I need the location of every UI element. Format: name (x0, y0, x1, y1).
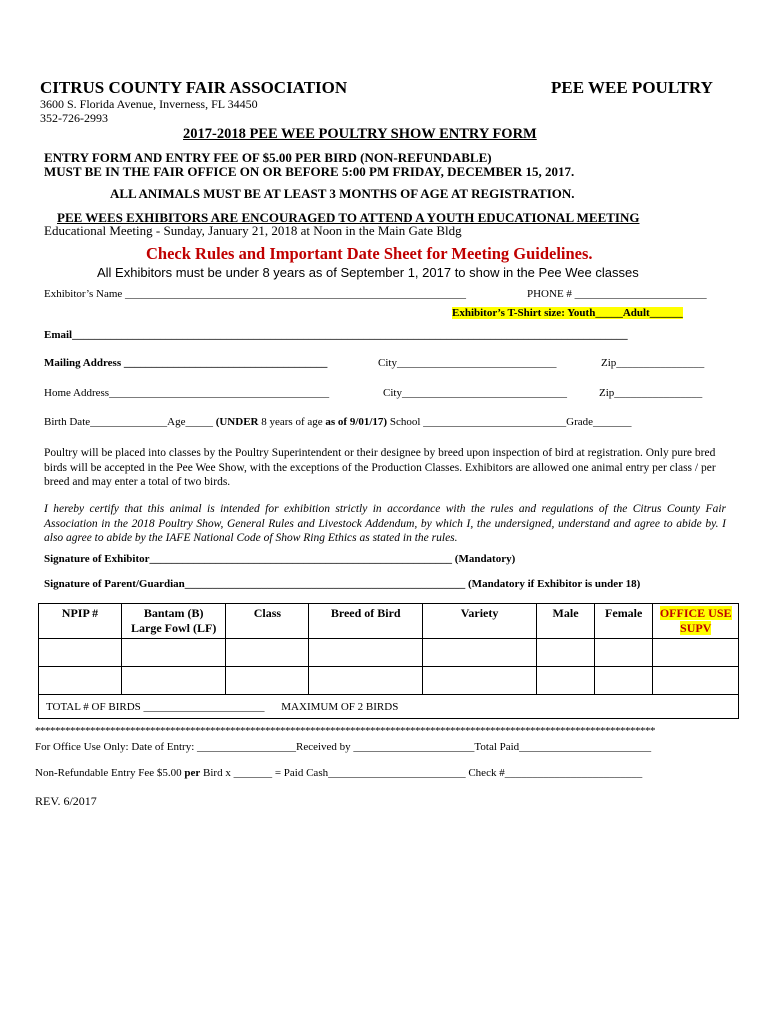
section-title: PEE WEE POULTRY (551, 78, 713, 97)
home-address-field[interactable]: Home Address________________________________________ (44, 387, 330, 399)
birth-date-row[interactable] (44, 416, 632, 428)
header-class: Class (226, 604, 309, 639)
parent-signature-field[interactable]: Signature of Parent/Guardian___________________________________________________ (Mandatory if Exhibitor is under 18) (44, 578, 641, 590)
certification-paragraph: I hereby certify that this animal is intended for exhibition strictly in accordance with the rules and regulations of the Citrus County Fair Association in the 2018 Poultry Show, General Rules and Livestock Addendum, by which I, the undersigned, understand and agree to abide by. I also agree to abide by the IAFE National Code of Show Ring Ethics as stated in the rules. (44, 503, 726, 544)
birds-entry-table (38, 603, 739, 719)
under-middle: 8 years of age (258, 416, 326, 428)
exhibitor-signature-field[interactable]: Signature of Exhibitor_______________________________________________________ (Mandatory) (44, 553, 516, 565)
header-office-use (653, 604, 739, 639)
office-use-label: OFFICE USE SUPV (659, 606, 732, 635)
placement-paragraph: Poultry will be placed into classes by the Poultry Superintendent or their designee by breed upon inspection of bird at registration. Only pure bred birds will be accepted in the Pee Wee Show, with the exceptions of the Production Classes. Exhibitors are allowed one animal entry per class / per breed and may enter a total of two birds. (44, 447, 716, 488)
birth-date-age-field[interactable]: Birth Date______________Age_____ (44, 416, 213, 428)
office-entry-line: For Office Use Only: Date of Entry: __________________Received by ______________________Total Paid________________________ (35, 741, 652, 753)
header-bantam-large-fowl: Bantam (B) Large Fowl (LF) (121, 604, 226, 639)
revision-label: REV. 6/2017 (35, 794, 97, 808)
table-total-row (39, 695, 739, 719)
phone-field[interactable]: PHONE # ________________________ (527, 288, 707, 300)
header-variety: Variety (423, 604, 537, 639)
divider-line: **************************************************************************************************************************** (35, 725, 655, 737)
header-breed: Breed of Bird (309, 604, 423, 639)
office-fee-line: Non-Refundable Entry Fee $5.00 per Bird x _______ = Paid Cash_________________________ Check #_________________________ (35, 767, 643, 779)
total-birds-field[interactable]: TOTAL # OF BIRDS ______________________ (46, 700, 265, 713)
header-npip: NPIP # (39, 604, 122, 639)
exhibitor-name-field[interactable]: Exhibitor’s Name ______________________________________________________________ (44, 288, 467, 300)
home-city-field[interactable]: City______________________________ (383, 387, 567, 399)
header-female: Female (595, 604, 653, 639)
under-date: as of 9/01/17) (325, 416, 388, 428)
org-phone: 352-726-2993 (40, 111, 108, 125)
table-header-row (39, 604, 739, 639)
mailing-address-field[interactable]: Mailing Address _____________________________________ (44, 357, 328, 369)
maximum-birds-label: MAXIMUM OF 2 BIRDS (281, 700, 399, 713)
rules-notice: Check Rules and Important Date Sheet for Meeting Guidelines. (146, 244, 593, 263)
form-title: 2017-2018 PEE WEE POULTRY SHOW ENTRY FORM (183, 126, 537, 142)
organization-name: CITRUS COUNTY FAIR ASSOCIATION (40, 78, 348, 97)
table-row[interactable] (39, 639, 739, 667)
fee-line: ENTRY FORM AND ENTRY FEE OF $5.00 PER BIRD (NON-REFUNDABLE) (44, 150, 492, 165)
meeting-heading: PEE WEES EXHIBITORS ARE ENCOURAGED TO ATTEND A YOUTH EDUCATIONAL MEETING (57, 210, 640, 225)
tshirt-size-field[interactable]: Exhibitor’s T-Shirt size: Youth_____Adult______ (452, 307, 683, 319)
header-male: Male (537, 604, 595, 639)
table-row[interactable] (39, 667, 739, 695)
deadline-line: MUST BE IN THE FAIR OFFICE ON OR BEFORE 5:00 PM FRIDAY, DECEMBER 15, 2017. (44, 164, 575, 179)
mailing-zip-field[interactable]: Zip________________ (601, 357, 705, 369)
under-label: (UNDER (215, 416, 259, 428)
age-requirement: All Exhibitors must be under 8 years as of September 1, 2017 to show in the Pee Wee classes (97, 265, 639, 280)
age-line: ALL ANIMALS MUST BE AT LEAST 3 MONTHS OF AGE AT REGISTRATION. (110, 186, 575, 201)
home-zip-field[interactable]: Zip________________ (599, 387, 703, 399)
email-field[interactable]: Email_____________________________________________________________________________________________________ (44, 329, 628, 341)
org-address: 3600 S. Florida Avenue, Inverness, FL 34450 (40, 97, 258, 111)
meeting-details: Educational Meeting - Sunday, January 21, 2018 at Noon in the Main Gate Bldg (44, 223, 462, 238)
school-grade-field[interactable]: School __________________________Grade_______ (387, 416, 632, 428)
mailing-city-field[interactable]: City_____________________________ (378, 357, 557, 369)
